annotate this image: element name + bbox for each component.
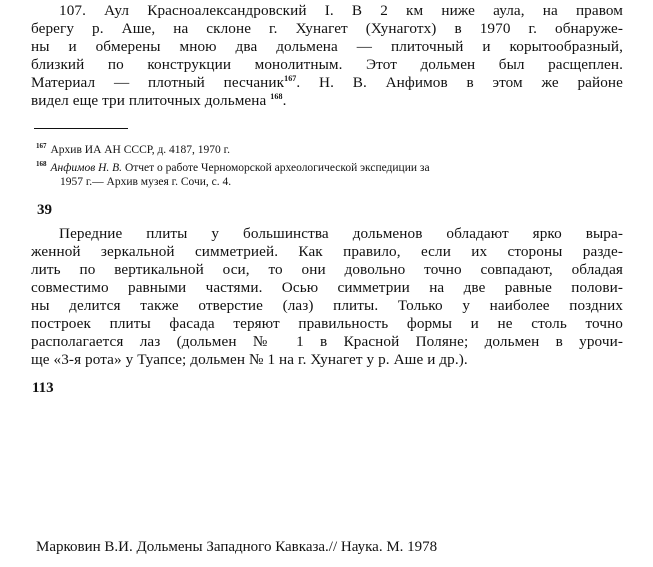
entry-line-3: ны и обмерены мною два дольмена — плиточный и корытообразный, xyxy=(31,38,623,55)
body-line-1: Передние плиты у большинства дольменов обладают ярко выра- xyxy=(59,225,623,242)
footnote-separator xyxy=(34,128,128,129)
footnote-168-cont: 1957 г.— Архив музея г. Сочи, с. 4. xyxy=(60,175,232,188)
footnote-text: Отчет о работе Черноморской археологической экспедиции за xyxy=(124,161,430,174)
footnotes xyxy=(36,139,628,189)
body-line-6: построек плиты фасада теряют правильность формы и не столь точно xyxy=(31,315,623,332)
entry-line-4: близкий по конструкции монолитным. Этот дольмен был расщеплен. xyxy=(31,56,623,73)
footnote-number: 168 xyxy=(36,159,47,168)
footnote-number: 167 xyxy=(36,142,47,150)
entry-line-6a: видел еще три плиточных дольмена xyxy=(31,92,267,109)
body-line-3: лить по вертикальной оси, то они довольно точно совпадают, обладая xyxy=(31,261,623,278)
footnote-168 xyxy=(36,157,628,175)
body-paragraph xyxy=(31,225,623,369)
entry-107 xyxy=(31,2,623,110)
body-line-8: ще «3-я рота» у Туапсе; дольмен № 1 на г. Хунагет у р. Аше и др.). xyxy=(31,351,468,368)
body-line-2: женной зеркальной симметрией. Как правило, если их стороны разде- xyxy=(31,243,623,260)
footnote-ref-168: 168 xyxy=(270,92,283,101)
footnote-ref-167: 167 xyxy=(284,74,297,83)
footnote-author: Анфимов Н. В. xyxy=(50,161,123,174)
entry-line-5b: Н. В. Анфимов в этом же районе xyxy=(319,74,623,91)
footnote-text: Архив ИА АН СССР, д. 4187, 1970 г. xyxy=(50,143,230,156)
source-caption: Марковин В.И. Дольмены Западного Кавказа.// Наука. М. 1978 xyxy=(36,539,438,555)
body-line-7: располагается лаз (дольмен № 1 в Красной Поляне; дольмен в урочи- xyxy=(31,333,623,350)
entry-line-5: Материал — плотный песчаник$^{167}$. Н. В. Анфимов в этом же районе xyxy=(31,74,623,91)
footnote-167 xyxy=(36,139,628,157)
body-line-4: совместимо равными частями. Осью симметрии на две равные полови- xyxy=(31,279,623,296)
page-number-bottom: 113 xyxy=(32,380,54,396)
entry-line-2: берегу р. Аше, на склоне г. Хунагет (Хунаготх) в 1970 г. обнаруже- xyxy=(31,20,623,37)
entry-line-1: 107. Аул Красноалександровский I. В 2 км ниже аула, на правом xyxy=(59,2,623,19)
body-line-5: ны делится также отверстие (лаз) плиты. Только у наиболее поздних xyxy=(31,297,623,314)
entry-line-5a: Материал — плотный песчаник xyxy=(31,74,285,91)
page-number-top: 39 xyxy=(37,202,52,218)
entry-line-6: видел еще три плиточных дольмена $^{168}$. xyxy=(31,92,287,109)
